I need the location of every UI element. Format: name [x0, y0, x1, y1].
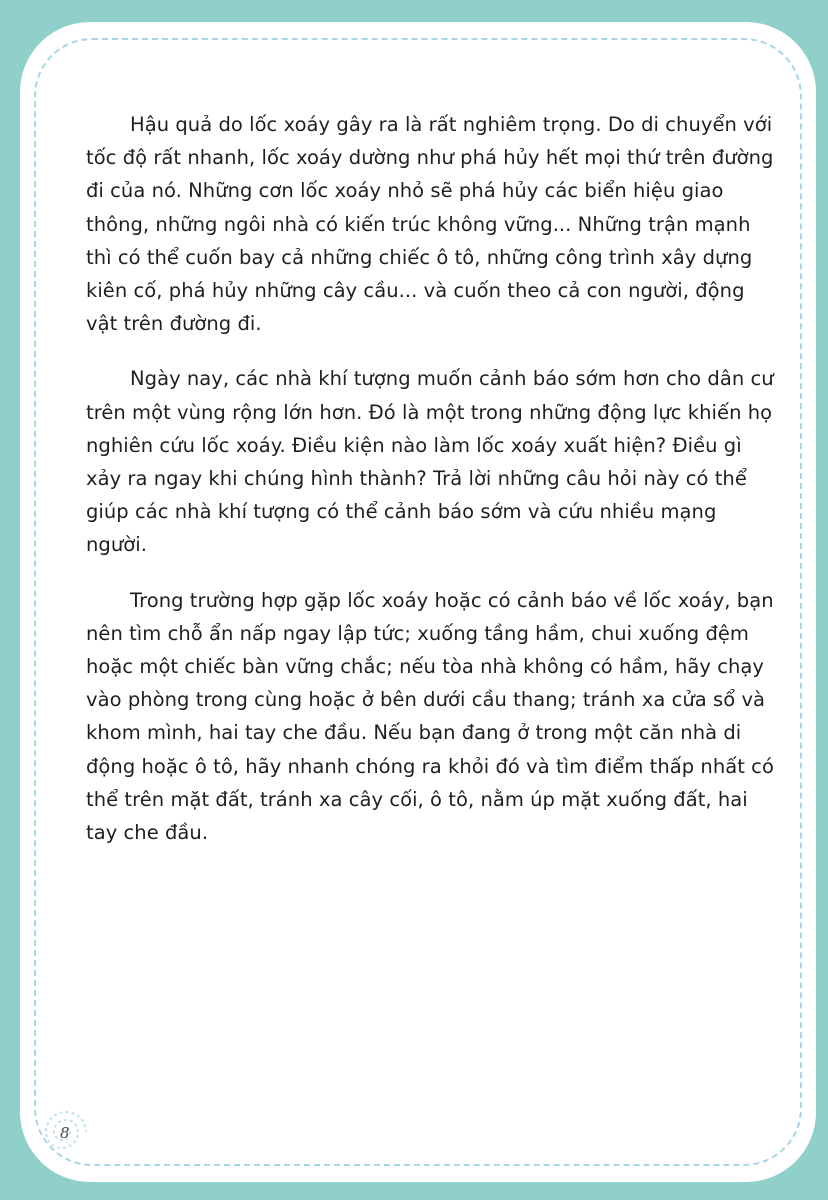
paragraph-safety: Trong trường hợp gặp lốc xoáy hoặc có cảnh báo về lốc xoáy, bạn nên tìm chỗ ẩn nấp ngay lập tức; xuống tầng hầm, chui xuống đệm hoặc một chiếc bàn vững chắc; nếu tòa nhà không có hầm, hãy chạy vào phòng trong cùng hoặc ở bên dưới cầu thang; tránh xa cửa sổ và khom mình, hai tay che đầu. Nếu bạn đang ở trong một căn nhà di động hoặc ô tô, hãy nhanh chóng ra khỏi đó và tìm điểm thấp nhất có thể trên mặt đất, tránh xa cây cối, ô tô, nằm úp mặt xuống đất, hai tay che đầu.: [86, 588, 774, 845]
page-number: 8: [60, 1124, 70, 1142]
paragraph-research: Ngày nay, các nhà khí tượng muốn cảnh báo sớm hơn cho dân cư trên một vùng rộng lớn hơn. Đó là một trong những động lực khiến họ nghiên cứu lốc xoáy. Điều kiện nào làm lốc xoáy xuất hiện? Điều gì xảy ra ngay khi chúng hình thành? Trả lời những câu hỏi này có thể giúp các nhà khí tượng có thể cảnh báo sớm và cứu nhiều mạng người.: [86, 367, 774, 557]
paragraph-consequences: Hậu quả do lốc xoáy gây ra là rất nghiêm trọng. Do di chuyển với tốc độ rất nhanh, lốc xoáy dường như phá hủy hết mọi thứ trên đường đi của nó. Những cơn lốc xoáy nhỏ sẽ phá hủy các biển hiệu giao thông, những ngôi nhà có kiến trúc không vững... Những trận mạnh thì có thể cuốn bay cả những chiếc ô tô, những công trình xây dựng kiên cố, phá hủy những cây cầu... và cuốn theo cả con người, động vật trên đường đi.: [86, 113, 774, 336]
page-number-badge: [38, 1104, 94, 1160]
body-text: [86, 108, 776, 871]
